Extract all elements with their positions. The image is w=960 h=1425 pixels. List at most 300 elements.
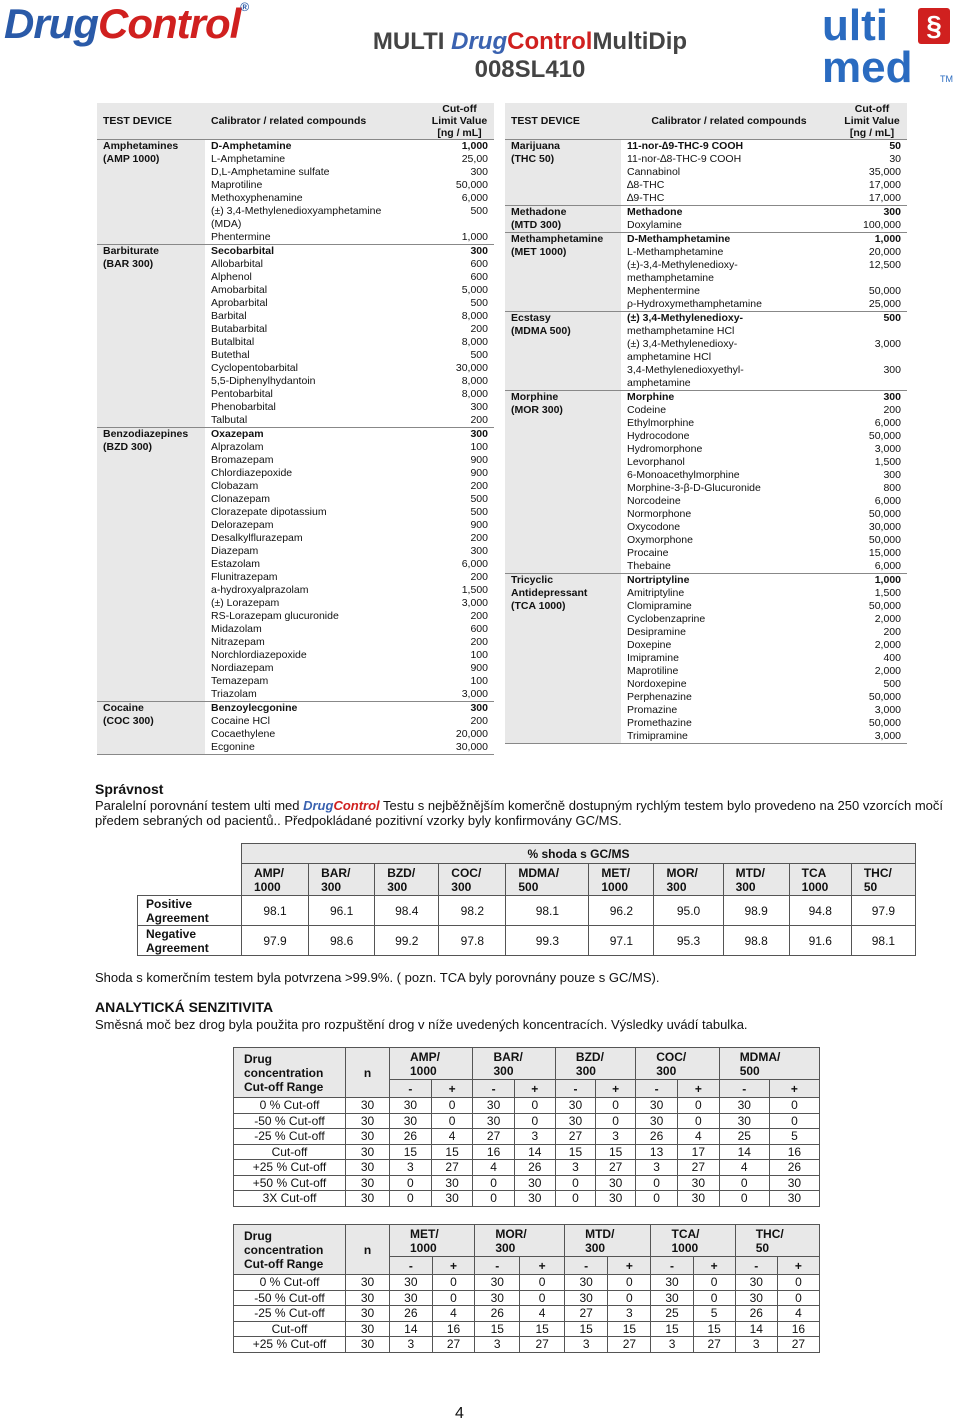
table-row xyxy=(97,271,494,284)
compound-cell: Procaine xyxy=(627,547,669,559)
result-value: 0 xyxy=(596,1098,636,1114)
cutoff-cell: 600 xyxy=(470,271,488,283)
test-device-cell xyxy=(505,443,621,456)
test-device-cell: (BAR 300) xyxy=(97,258,205,271)
table-row xyxy=(97,401,494,414)
test-device-cell xyxy=(505,377,621,391)
minus-header: - xyxy=(651,1257,693,1275)
result-value: 30 xyxy=(565,1275,608,1291)
compound-cell: Cocaethylene xyxy=(211,728,276,740)
result-value: 0 xyxy=(719,1175,769,1191)
test-device-cell xyxy=(505,521,621,534)
compound-cell: Estazolam xyxy=(211,558,261,570)
table-row xyxy=(505,495,907,508)
result-value: 30 xyxy=(719,1098,769,1114)
result-value: 4 xyxy=(677,1129,719,1145)
agreement-value: 98.4 xyxy=(375,896,439,926)
compound-cell: Phenobarbital xyxy=(211,401,276,413)
table-row xyxy=(505,206,907,220)
result-value: 15 xyxy=(693,1321,735,1337)
compound-cell: Barbital xyxy=(211,310,247,322)
table-row xyxy=(505,140,907,154)
agreement-value: 98.2 xyxy=(439,896,506,926)
compound-cell: Butabarbital xyxy=(211,323,268,335)
result-value: 30 xyxy=(769,1175,819,1191)
table-row xyxy=(97,467,494,480)
result-value: 25 xyxy=(719,1129,769,1145)
result-value: 27 xyxy=(473,1129,514,1145)
table-row xyxy=(97,297,494,310)
cutoff-cell: 17,000 xyxy=(868,192,901,204)
table-row xyxy=(505,652,907,665)
compound-cell: Amitriptyline xyxy=(627,587,685,599)
cutoff-cell: 600 xyxy=(470,258,488,270)
column-header: AMP/ 1000 xyxy=(390,1048,473,1080)
result-value: 27 xyxy=(777,1337,819,1353)
plus-header: + xyxy=(777,1257,819,1275)
compound-cell: Cocaine HCl xyxy=(211,715,270,727)
result-value: 14 xyxy=(390,1321,433,1337)
minus-header: - xyxy=(390,1080,432,1098)
test-device-cell xyxy=(97,336,205,349)
col-test-device: TEST DEVICE xyxy=(505,103,621,140)
result-value: 3 xyxy=(565,1337,608,1353)
row-label: Negative Agreement xyxy=(138,926,242,956)
result-value: 30 xyxy=(596,1175,636,1191)
table-row xyxy=(234,1225,820,1257)
plus-header: + xyxy=(693,1257,735,1275)
test-device-cell xyxy=(505,495,621,508)
test-device-cell xyxy=(505,469,621,482)
table-row xyxy=(97,349,494,362)
compound-cell: Maprotiline xyxy=(627,665,679,677)
table-row xyxy=(505,312,907,326)
result-value: 16 xyxy=(473,1144,514,1160)
agreement-value: 91.6 xyxy=(789,926,851,956)
cutoff-cell: 30,000 xyxy=(425,741,494,755)
test-device-cell: (COC 300) xyxy=(97,715,205,728)
product-code: 008SL410 xyxy=(474,56,586,83)
compound-cell: Bromazepam xyxy=(211,454,274,466)
compound-cell: 11-nor-∆9-THC-9 COOH xyxy=(621,140,837,154)
table-row xyxy=(234,1275,820,1291)
table-row xyxy=(505,377,907,391)
table-row xyxy=(234,1191,820,1207)
result-value: 26 xyxy=(390,1129,432,1145)
test-device-cell xyxy=(97,205,205,218)
cutoff-cell: 1,000 xyxy=(837,233,907,247)
table-row xyxy=(138,864,916,896)
test-device-cell xyxy=(97,741,205,755)
compound-cell: Mephentermine xyxy=(627,285,700,297)
agreement-value: 97.1 xyxy=(589,926,654,956)
test-device-cell: (TCA 1000) xyxy=(505,600,621,613)
column-header: TCA 1000 xyxy=(789,864,851,896)
agreement-value: 98.1 xyxy=(242,896,309,926)
cutoff-cell: 20,000 xyxy=(868,246,901,258)
concentration-label: Cut-off xyxy=(234,1144,346,1160)
result-value: 30 xyxy=(431,1191,473,1207)
cutoff-cell: 200 xyxy=(883,626,901,638)
accuracy-text-2: předem sebraných od pacientů.. Předpokládané pozitivní vzorky byly konfirmovány GC/MS. xyxy=(95,813,622,828)
sensitivity-heading: ANALYTICKÁ SENZITIVITA xyxy=(95,999,274,1015)
compound-cell: Imipramine xyxy=(627,652,679,664)
result-value: 3 xyxy=(390,1160,432,1176)
cutoff-cell: 50,000 xyxy=(868,717,901,729)
table-row xyxy=(138,896,916,926)
table-row xyxy=(97,153,494,166)
result-value: 3 xyxy=(636,1160,678,1176)
cutoff-cell: 500 xyxy=(837,312,907,326)
table-row xyxy=(97,558,494,571)
compound-cell: Perphenazine xyxy=(627,691,692,703)
cutoff-cell: 8,000 xyxy=(461,375,488,387)
table-row xyxy=(505,482,907,495)
cutoff-cell: 20,000 xyxy=(455,728,488,740)
cutoff-cell: 300 xyxy=(425,428,494,442)
table-row xyxy=(234,1113,820,1129)
column-header: MET/ 1000 xyxy=(589,864,654,896)
plus-header: + xyxy=(677,1080,719,1098)
result-value: 30 xyxy=(735,1290,777,1306)
compound-cell: (±) 3,4-Methylenedioxyamphetamine xyxy=(211,205,382,217)
result-value: 30 xyxy=(514,1175,555,1191)
result-value: 30 xyxy=(636,1098,678,1114)
table-row xyxy=(505,730,907,744)
test-device-cell xyxy=(97,284,205,297)
result-value: 30 xyxy=(431,1175,473,1191)
table-row xyxy=(97,388,494,401)
cutoff-cell: 200 xyxy=(470,323,488,335)
test-device-cell xyxy=(97,323,205,336)
test-device-cell: (MET 1000) xyxy=(505,246,621,259)
compound-cell: Nitrazepam xyxy=(211,636,265,648)
cutoff-cell: 400 xyxy=(883,652,901,664)
agreement-value: 96.1 xyxy=(309,896,375,926)
result-value: 4 xyxy=(520,1306,565,1322)
cutoff-cell: 30 xyxy=(889,153,901,165)
compound-cell: Doxepine xyxy=(627,639,672,651)
blank-cell xyxy=(138,844,242,864)
test-device-cell xyxy=(97,414,205,428)
caduceus-icon: § xyxy=(918,8,950,44)
compound-cell: Triazolam xyxy=(211,688,257,700)
result-value: 30 xyxy=(677,1175,719,1191)
test-device-cell xyxy=(505,534,621,547)
compound-cell: Butethal xyxy=(211,349,250,361)
compound-cell: Oxymorphone xyxy=(627,534,693,546)
test-device-cell xyxy=(505,192,621,206)
table-row xyxy=(505,717,907,730)
test-device-cell xyxy=(97,297,205,310)
concentration-header: Drug concentration Cut-off Range xyxy=(234,1048,346,1098)
cutoff-cell: 900 xyxy=(470,454,488,466)
test-device-cell: (MTD 300) xyxy=(505,219,621,233)
row-label: Positive Agreement xyxy=(138,896,242,926)
column-header: AMP/ 1000 xyxy=(242,864,309,896)
compound-cell: Codeine xyxy=(627,404,667,416)
test-device-cell xyxy=(505,430,621,443)
compound-cell: Chlordiazepoxide xyxy=(211,467,293,479)
result-value: 30 xyxy=(346,1306,390,1322)
test-device-cell xyxy=(505,678,621,691)
cutoff-cell: 200 xyxy=(470,480,488,492)
result-value: 3 xyxy=(555,1160,595,1176)
test-device-cell: Ecstasy xyxy=(505,312,621,326)
test-device-cell xyxy=(97,401,205,414)
test-device-cell xyxy=(505,338,621,351)
blank-cell xyxy=(138,864,242,896)
table-row xyxy=(505,665,907,678)
result-value: 15 xyxy=(520,1321,565,1337)
test-device-cell: (MOR 300) xyxy=(505,404,621,417)
cutoff-cell: 3,000 xyxy=(837,730,907,744)
compound-cell: Secobarbital xyxy=(205,245,425,259)
result-value: 0 xyxy=(677,1098,719,1114)
test-device-cell xyxy=(97,545,205,558)
test-device-cell xyxy=(505,298,621,312)
table-row xyxy=(97,728,494,741)
test-device-cell: Barbiturate xyxy=(97,245,205,259)
test-device-cell xyxy=(97,636,205,649)
test-device-cell xyxy=(97,192,205,205)
result-value: 30 xyxy=(514,1191,555,1207)
cutoff-cell: 50,000 xyxy=(868,430,901,442)
result-value: 0 xyxy=(596,1113,636,1129)
test-device-cell xyxy=(505,560,621,574)
minus-header: - xyxy=(636,1080,678,1098)
compound-cell: Delorazepam xyxy=(211,519,274,531)
compound-cell: Oxycodone xyxy=(627,521,681,533)
compound-cell: Promazine xyxy=(627,704,678,716)
cutoff-cell: 200 xyxy=(470,571,488,583)
agreement-value: 97.9 xyxy=(851,896,915,926)
cutoff-cell: 1,500 xyxy=(874,456,901,468)
test-device-cell xyxy=(97,493,205,506)
table-row xyxy=(505,338,907,351)
table-row xyxy=(97,519,494,532)
cutoff-cell: 500 xyxy=(470,493,488,505)
plus-header: + xyxy=(608,1257,651,1275)
test-device-cell xyxy=(97,571,205,584)
cutoff-cell: 900 xyxy=(470,519,488,531)
cutoff-cell: 2,000 xyxy=(874,639,901,651)
result-value: 30 xyxy=(346,1191,390,1207)
drugcontrol-logo: DrugControl® xyxy=(4,0,249,47)
cutoff-cell: 1,000 xyxy=(837,574,907,588)
compound-cell: L-Methamphetamine xyxy=(627,246,724,258)
result-value: 17 xyxy=(677,1144,719,1160)
sensitivity-text: Směsná moč bez drog byla použita pro rozpuštění drog v níže uvedených koncentracích. Výsledky uvádí tabulka. xyxy=(95,1017,748,1032)
column-header: MTD/ 300 xyxy=(565,1225,651,1257)
compound-cell: D,L-Amphetamine sulfate xyxy=(211,166,330,178)
agreement-value: 98.8 xyxy=(723,926,789,956)
result-value: 26 xyxy=(475,1306,520,1322)
table-row xyxy=(97,584,494,597)
result-value: 27 xyxy=(431,1160,473,1176)
compound-cell: Diazepam xyxy=(211,545,259,557)
test-device-cell xyxy=(97,584,205,597)
result-value: 15 xyxy=(608,1321,651,1337)
result-value: 30 xyxy=(346,1337,390,1353)
result-value: 30 xyxy=(555,1113,595,1129)
table-row xyxy=(505,534,907,547)
result-value: 30 xyxy=(390,1113,432,1129)
cutoff-cell: 300 xyxy=(883,469,901,481)
plus-header: + xyxy=(769,1080,819,1098)
cutoff-cell: 500 xyxy=(470,297,488,309)
ultimed-logo: ulti med § TM xyxy=(822,1,953,92)
cutoff-cell: 30,000 xyxy=(455,362,488,374)
cutoff-cell: 17,000 xyxy=(868,179,901,191)
agreement-value: 97.8 xyxy=(439,926,506,956)
compound-cell: Morphine xyxy=(621,391,837,405)
compound-cell: Nordoxepine xyxy=(627,678,687,690)
compound-cell: ∆9-THC xyxy=(627,192,665,204)
test-device-cell xyxy=(97,218,205,231)
result-value: 14 xyxy=(735,1321,777,1337)
compound-cell: Clobazam xyxy=(211,480,259,492)
compound-cell: Aprobarbital xyxy=(211,297,268,309)
table-row xyxy=(505,547,907,560)
plus-header: + xyxy=(432,1257,475,1275)
result-value: 0 xyxy=(677,1113,719,1129)
minus-header: - xyxy=(473,1080,514,1098)
page-title: MULTI DrugControlMultiDip 008SL410 xyxy=(330,28,730,84)
cutoff-cell: 3,000 xyxy=(874,338,901,350)
agreement-value: 98.6 xyxy=(309,926,375,956)
table-row xyxy=(505,626,907,639)
result-value: 15 xyxy=(651,1321,693,1337)
result-value: 15 xyxy=(475,1321,520,1337)
column-header: COC/ 300 xyxy=(439,864,506,896)
sensitivity-table-2 xyxy=(233,1224,820,1353)
test-device-cell xyxy=(97,271,205,284)
cutoff-cell: 50,000 xyxy=(868,691,901,703)
table-row xyxy=(234,1290,820,1306)
compound-cell: Nordiazepam xyxy=(211,662,274,674)
concentration-label: -25 % Cut-off xyxy=(234,1129,346,1145)
table-row xyxy=(234,1144,820,1160)
table-row xyxy=(97,218,494,231)
cutoff-cell: 300 xyxy=(470,166,488,178)
agreement-value: 98.1 xyxy=(851,926,915,956)
result-value: 0 xyxy=(769,1113,819,1129)
col-calibrator: Calibrator / related compounds xyxy=(205,103,425,140)
compound-cell: Cannabinol xyxy=(627,166,681,178)
result-value: 0 xyxy=(473,1175,514,1191)
cutoff-cell: 25,00 xyxy=(461,153,488,165)
cutoff-cell: 200 xyxy=(883,404,901,416)
plus-header: + xyxy=(514,1080,555,1098)
column-header: BZD/ 300 xyxy=(555,1048,635,1080)
compound-cell: (±)-3,4-Methylenedioxy- xyxy=(627,259,738,271)
result-value: 26 xyxy=(390,1306,433,1322)
cutoff-cell: 300 xyxy=(425,245,494,259)
cutoff-cell: 50,000 xyxy=(868,508,901,520)
compound-cell: Doxylamine xyxy=(627,219,682,231)
column-header: THC/ 50 xyxy=(851,864,915,896)
cutoff-cell: 25,000 xyxy=(868,298,901,310)
agreement-value: 99.3 xyxy=(506,926,589,956)
table-row xyxy=(97,480,494,493)
compound-cell: Alphenol xyxy=(211,271,252,283)
result-value: 0 xyxy=(432,1290,475,1306)
result-value: 0 xyxy=(431,1113,473,1129)
column-header: MOR/ 300 xyxy=(654,864,723,896)
table-row xyxy=(505,560,907,574)
test-device-cell: Methadone xyxy=(505,206,621,220)
table-row xyxy=(97,284,494,297)
compound-cell: Ethylmorphine xyxy=(627,417,695,429)
test-device-cell xyxy=(97,623,205,636)
column-header: MDMA/ 500 xyxy=(719,1048,819,1080)
cutoff-cell: 6,000 xyxy=(874,560,901,572)
table-row xyxy=(97,545,494,558)
table-row xyxy=(505,391,907,405)
cutoff-cell xyxy=(837,377,907,391)
calibrator-table-right xyxy=(505,103,907,744)
result-value: 26 xyxy=(735,1306,777,1322)
table-row xyxy=(97,166,494,179)
compound-cell: Alprazolam xyxy=(211,441,264,453)
table-row xyxy=(97,441,494,454)
test-device-cell xyxy=(505,691,621,704)
agreement-table xyxy=(137,843,916,956)
minus-header: - xyxy=(475,1257,520,1275)
compound-cell: Norchlordiazepoxide xyxy=(211,649,307,661)
column-header: MDMA/ 500 xyxy=(506,864,589,896)
test-device-cell xyxy=(505,482,621,495)
n-header: n xyxy=(346,1048,390,1098)
result-value: 30 xyxy=(346,1160,390,1176)
plus-header: + xyxy=(596,1080,636,1098)
test-device-cell xyxy=(97,662,205,675)
table-row xyxy=(97,323,494,336)
col-test-device: TEST DEVICE xyxy=(97,103,205,140)
result-value: 27 xyxy=(432,1337,475,1353)
result-value: 15 xyxy=(390,1144,432,1160)
table-row xyxy=(505,351,907,364)
table-row xyxy=(97,336,494,349)
result-value: 30 xyxy=(390,1290,433,1306)
col-cutoff: Cut-off Limit Value [ng / mL] xyxy=(837,103,907,140)
result-value: 0 xyxy=(769,1098,819,1114)
compound-cell: 5,5-Diphenylhydantoin xyxy=(211,375,316,387)
compound-cell: amphetamine HCl xyxy=(627,351,712,363)
test-device-cell xyxy=(505,665,621,678)
compound-cell: ∆8-THC xyxy=(627,179,665,191)
table-row xyxy=(505,521,907,534)
result-value: 0 xyxy=(514,1113,555,1129)
test-device-cell xyxy=(97,179,205,192)
test-device-cell: Morphine xyxy=(505,391,621,405)
test-device-cell xyxy=(97,231,205,245)
test-device-cell xyxy=(97,532,205,545)
test-device-cell xyxy=(505,272,621,285)
table-row xyxy=(97,454,494,467)
result-value: 26 xyxy=(514,1160,555,1176)
table-row xyxy=(97,231,494,245)
table-row xyxy=(505,443,907,456)
test-device-cell xyxy=(505,613,621,626)
result-value: 30 xyxy=(677,1191,719,1207)
test-device-cell xyxy=(505,285,621,298)
compound-cell: methamphetamine xyxy=(627,272,714,284)
table-row xyxy=(97,715,494,728)
result-value: 27 xyxy=(608,1337,651,1353)
table-row xyxy=(505,233,907,247)
